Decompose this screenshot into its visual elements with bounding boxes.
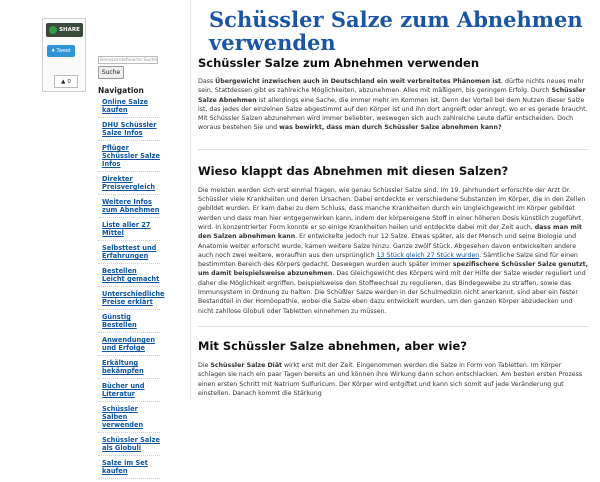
nav-item [98,359,160,379]
nav-link-preise-erklaert[interactable]: Unterschiedliche Preise erklärt [102,290,165,306]
nav-link-online-salze-kaufen[interactable]: Online Salze kaufen [102,98,149,114]
intro-paragraph: Dass Übergewicht inzwischen auch in Deutschland ein weit verbreitetes Phänomen ist, dürfte nichts neues mehr sein. Stattdessen gibt es zahlreiche Möglichkeiten, abzunehmen. Alles mit mäßigem, bis geringem Erfolg. Durch Schüssler Salze Abnehmen ist allerdings eine Sache, die immer mehr im Kommen ist. Denn der Vorteil bei dem Nutzen dieser Salze ist, das jedes der einzelnen Salze abgestimmt auf den Körper ist und ihn dort angreift oder anregt, wo er es gerade braucht. Mit Schüssler Salzen abzunehmen wird immer beliebter, weswegen sich auch zahlreiche Leute dafür entscheiden. Doch woraus bestehen Sie und was bewirkt, dass man durch Schüssler Salze abnehmen kann? [198,78,588,132]
nav-item [98,198,160,218]
nav-link-erkaeltung[interactable]: Erkältung bekämpfen [102,359,144,375]
nav-title: Navigation [98,86,144,95]
nav-link-set-kaufen[interactable]: Salze im Set kaufen [102,459,148,475]
section-divider [198,149,588,150]
nav-link-bestellen-leicht[interactable]: Bestellen Leicht gemacht [102,267,160,283]
nav-item [98,336,160,356]
tweet-button[interactable] [47,45,75,57]
nav-link-preisvergleich[interactable]: Direkter Preisvergleich [102,175,156,191]
nav-link-anwendungen[interactable]: Anwendungen und Erfolge [102,336,156,352]
nav-item [98,221,160,241]
share-icon [49,26,57,34]
nav-item [98,267,160,287]
nav-link-pflueger-infos[interactable]: Pflüger Schüssler Salze Infos [102,144,160,168]
nav-item [98,144,160,172]
section2-heading: Wieso klappt das Abnehmen mit diesen Salzen? [198,163,509,178]
intro-heading: Schüssler Salze zum Abnehmen verwenden [198,56,480,70]
nav-item [98,175,160,195]
twitter-bird-icon: ♦ [51,48,56,54]
link-13-stueck[interactable]: 13 Stück gleich 27 Stück wurden [376,251,480,259]
page-title: Schüssler Salze zum Abnehmen verwenden [209,7,583,55]
nav-link-dhu-infos[interactable]: DHU Schüssler Salze Infos [102,121,157,137]
thumbs-up-icon: ▲ [61,78,66,85]
search-input[interactable]: Benutzerdefinierte Suche [100,58,158,63]
column-divider [190,0,191,400]
section2-paragraph: Die meisten werden sich erst einmal fragen, wie genau Schüssler Salze sind. Im 19. Jahrhundert erforschte der Arzt Dr. Schüssler viele Krankheiten und deren Ursachen. Dabei entdeckte er verschiedene Substanzen im Körper, die in den Zellen gebildet wurden. Er kam dabei zu dem Schluss, dass manche Krankheiten durch ein Ungleichgewicht im Körper gebildet werden und dass man hier entgegenwirken kann, indem der körpereigene Stoff in einer höheren Dosis künstlich zugeführt wird. In konzentrierter Form konnte er so einige Krankheiten heilen und entdeckte dabei mit der Zeit auch, dass man mit den Salzen abnehmen kann. Er entwickelte jedoch nur 12 Salze. Etwas später, als der Mensch und seine Biologie und Anatomie weiter erforscht wurde, kamen weitere Salze hinzu. Ganze zwölf Stück. Abgesehen davon entwickelten andere auch noch zwei weitere, woraufhin aus den ursprünglich 13 Stück gleich 27 Stück wurden. Sämtliche Salze sind für einen bestimmten Bereich des Körpers gedacht. Deswegen wurden auch später immer spezifischere Schüssler Salze genutzt, um damit beispielsweise abzunehmen. Das Gleichgewicht des Körpers wird mit der Hilfe der Salze wieder reguliert und daher die Möglichkeit ergriffen, beispielsweise den Stoffwechsel zu regulieren, das Bindegewebe zu straffen, sowie das Immunsystem in Ordnung zu halten. Die Schüßler Salze werden in der Schulmedizin nicht anerkannt, sind aber ein fester Bestandteil in der Homöopathie, wobei die Salze eben dazu entwickelt wurden, um den ganzen Körper abzudecken und nicht zahllose Globuli oder Tabletten einnehmen zu müssen. [198,186,588,315]
section3-paragraph: Die Schüssler Salze Diät wirkt erst mit der Zeit. Eingenommen werden die Salze in Form von Tabletten. Im Körper schlagen sie nach ein paar Tagen bereits an und können ihre Wirkung dann schon entschlacken. Am besten ersten Prozess einen ersten Schritt mit Natrium Sulfuricum. Der Körper wird entgiftet und kann sich somit auf jede Veränderung gut einstellen. Danach kommt die Stärkung [198,361,583,397]
nav-item [98,405,160,433]
nav-item [98,290,165,310]
nav-item [98,459,160,479]
search-button[interactable]: Suche [98,66,124,79]
nav-list [98,98,165,479]
share-button[interactable] [46,23,83,37]
section3-heading: Mit Schüssler Salze abnehmen, aber wie? [198,338,467,353]
main-content [198,56,588,398]
nav-item [98,98,160,118]
nav-item [98,244,160,264]
nav-link-abnehmen-infos[interactable]: Weitere Infos zum Abnehmen [102,198,160,214]
nav-link-selbsttest[interactable]: Selbsttest und Erfahrungen [102,244,157,260]
nav-link-buecher[interactable]: Bücher und Literatur [102,382,145,398]
section-divider [198,326,588,327]
share-label: SHARE [59,27,80,33]
like-count: 0 [67,78,71,85]
social-share-box [42,18,86,92]
sidebar [98,56,165,482]
like-button[interactable] [54,75,78,88]
nav-item [98,382,160,402]
nav-link-liste-mittel[interactable]: Liste aller 27 Mittel [102,221,151,237]
tweet-label: Tweet [56,48,71,54]
nav-link-globuli[interactable]: Schüssler Salze als Globuli [102,436,160,452]
nav-link-guenstig-bestellen[interactable]: Günstig Bestellen [102,313,137,329]
nav-item [98,313,160,333]
nav-link-salben[interactable]: Schüssler Salben verwenden [102,405,144,429]
nav-item [98,436,160,456]
nav-item [98,121,160,141]
